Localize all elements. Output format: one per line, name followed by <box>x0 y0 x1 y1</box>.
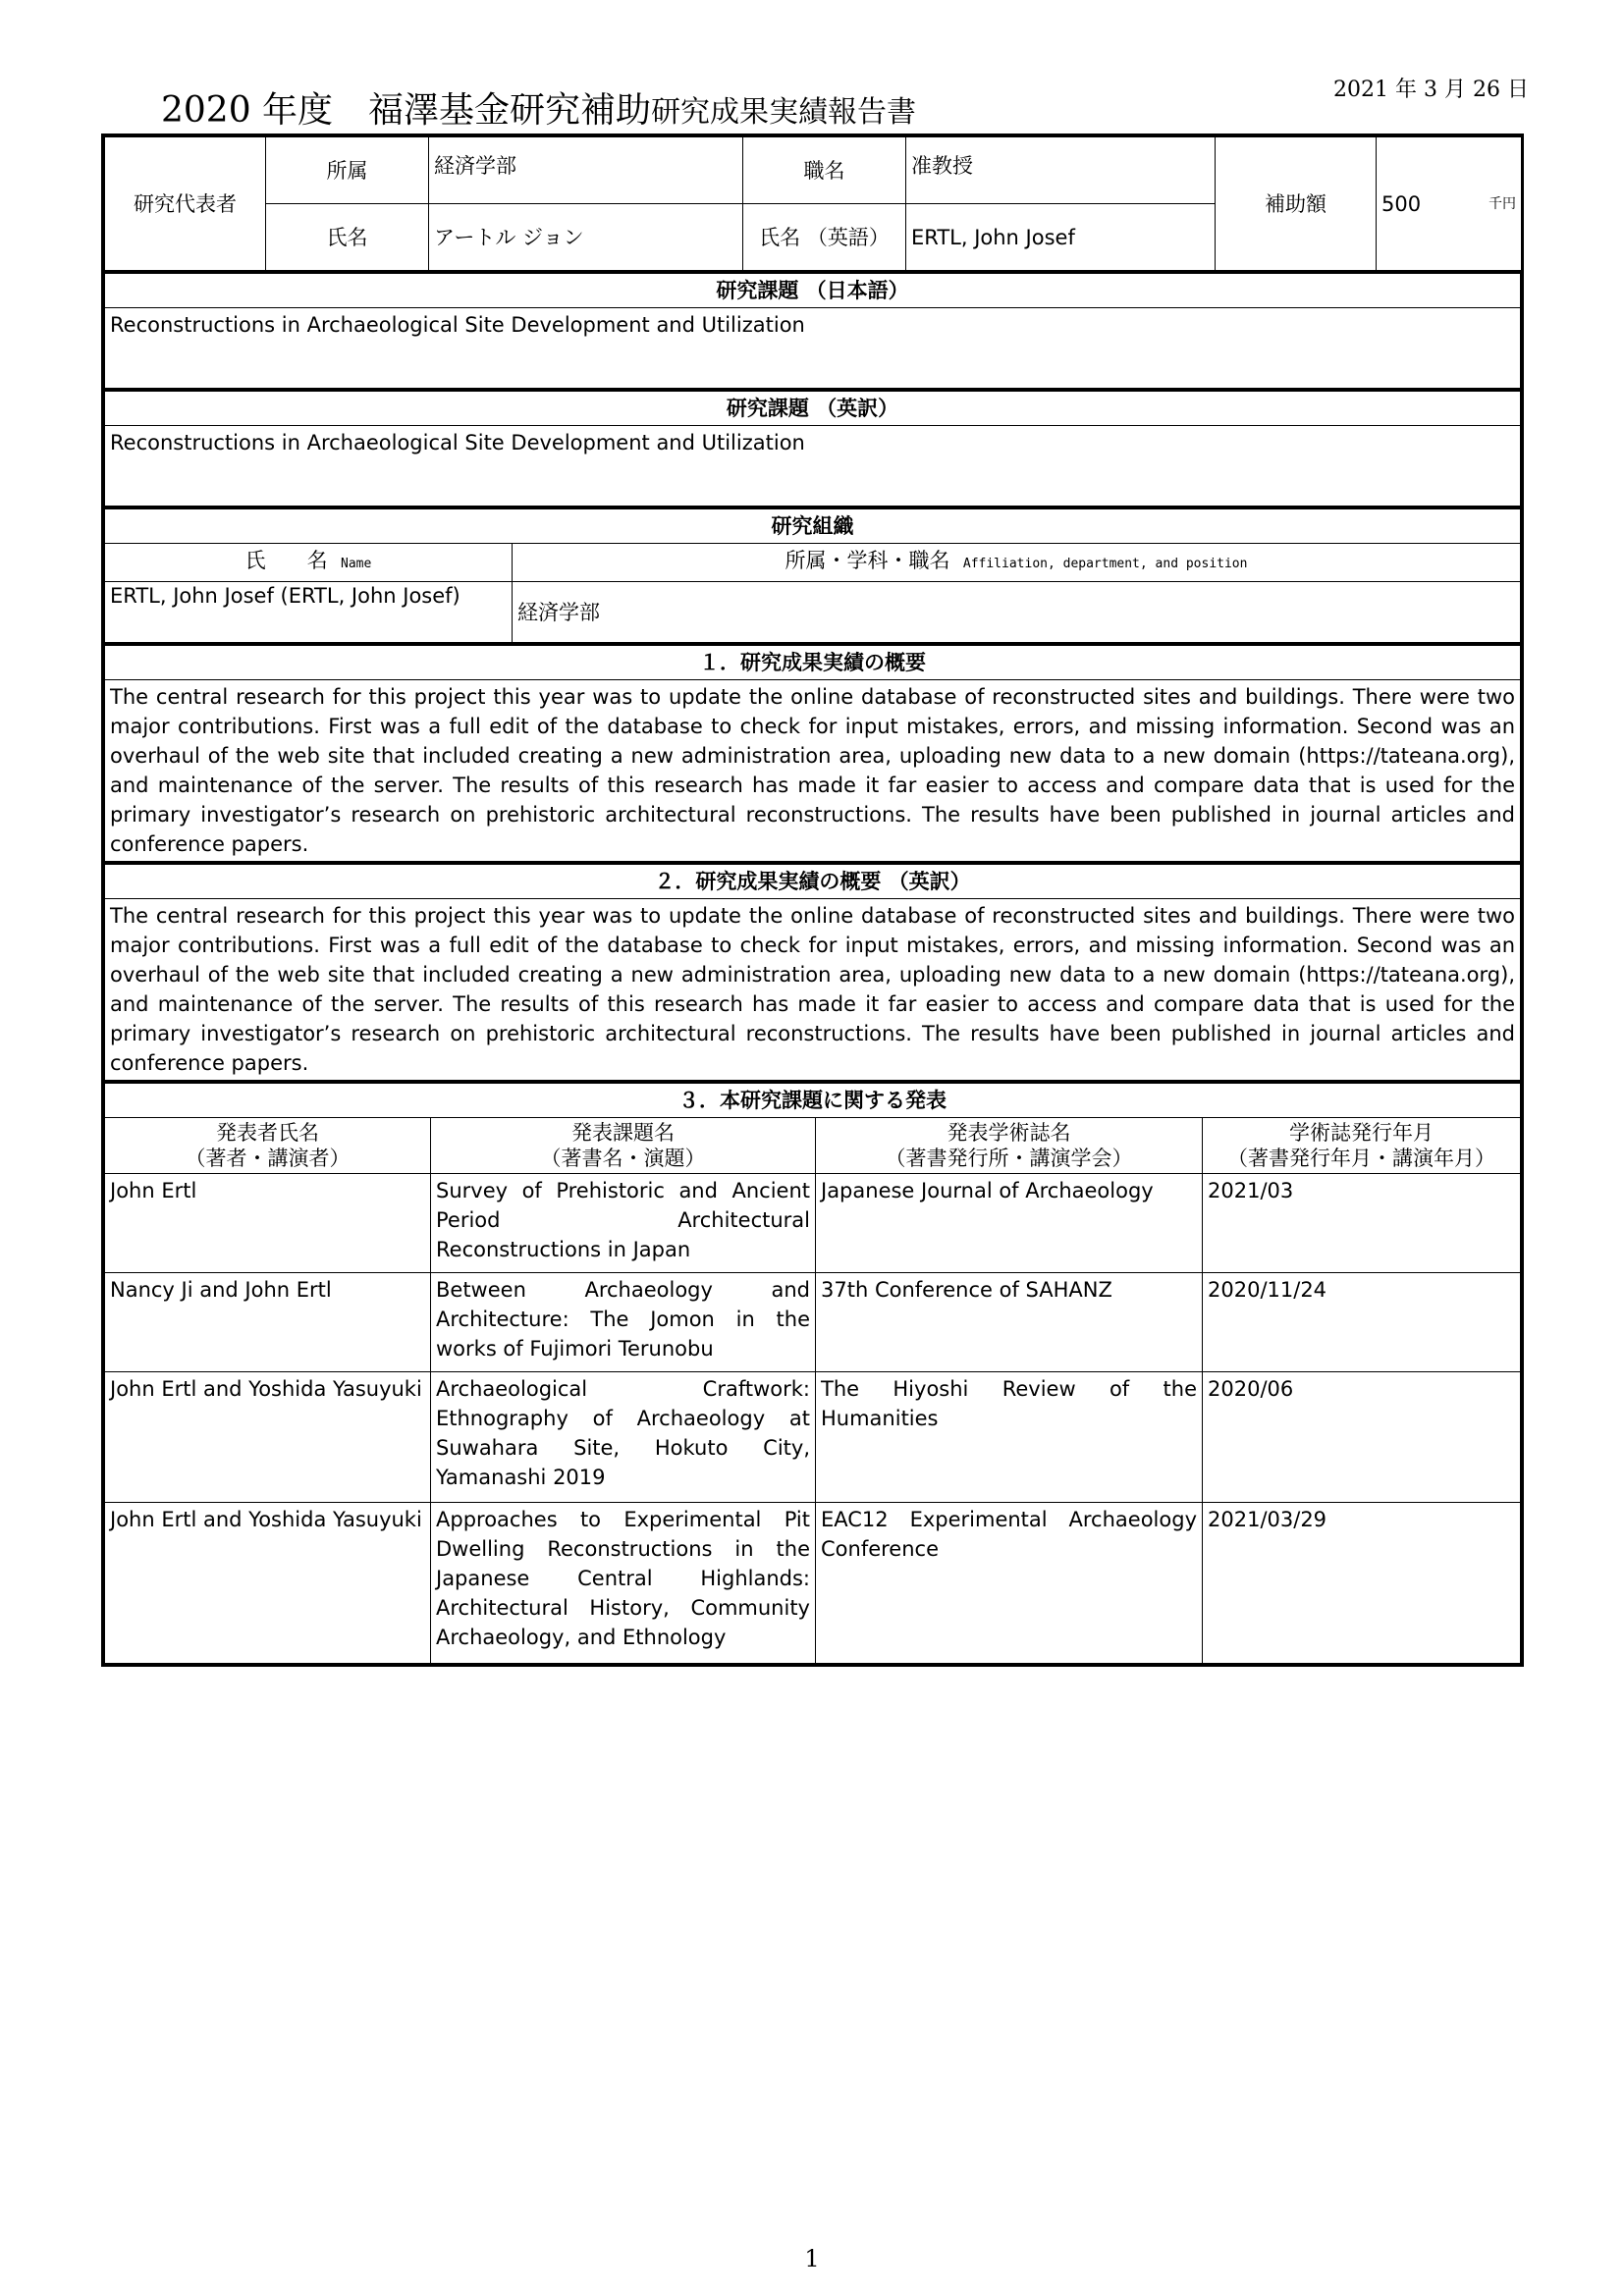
org-col-aff-ja: 所属・学科・職名 <box>785 549 950 572</box>
position-label: 職名 <box>743 137 906 204</box>
name-label: 氏名 <box>266 204 429 271</box>
representative-table <box>104 136 1522 271</box>
table-row <box>105 1273 1521 1372</box>
summary-ja-text: The central research for this project this year was to update the online database of reconstructed sites and buildings. There were two major contributions. First was a full edit of the database to check for input mistakes, errors, and missing information. Second was an overhaul of the web site that included creating a new administration area, uploading new data to a new domain (https://tateana.org), and maintenance of the server. The results of this research has made it far easier to access and compare data that is used for the primary investigator’s research on prehistoric architectural reconstructions. The results have been published in journal articles and conference papers. <box>105 680 1521 862</box>
pub-col-author-l2: （著者・講演者） <box>185 1147 351 1170</box>
pub-date: 2020/11/24 <box>1203 1273 1521 1372</box>
org-col-aff-en: Affiliation, department, and position <box>962 557 1248 571</box>
org-col-name-en: Name <box>341 557 372 571</box>
pub-date: 2021/03/29 <box>1203 1503 1521 1664</box>
summary-en-text: The central research for this project this year was to update the online database of reconstructed sites and buildings. There were two major contributions. First was a full edit of the database to check for input mistakes, errors, and missing information. Second was an overhaul of the web site that included creating a new administration area, uploading new data to a new domain (https://tateana.org), and maintenance of the server. The results of this research has made it far easier to access and compare data that is used for the primary investigator’s research on prehistoric architectural reconstructions. The results have been published in journal articles and conference papers. <box>105 899 1521 1081</box>
pub-col-title <box>431 1118 816 1174</box>
title-main: 2020 年度 福澤基金研究補助 <box>161 90 652 131</box>
pub-col-venue <box>816 1118 1203 1174</box>
pub-author: John Ertl <box>105 1174 431 1273</box>
pub-col-venue-l2: （著書発行所・講演学会） <box>885 1147 1133 1170</box>
pub-title: Survey of Prehistoric and Ancient Period Architectural Reconstructions in Japan <box>431 1174 816 1273</box>
topic-en-table <box>104 389 1521 507</box>
pub-date: 2021/03 <box>1203 1174 1521 1273</box>
org-col-aff <box>513 544 1521 582</box>
affiliation-label: 所属 <box>266 137 429 204</box>
org-col-name-ja: 氏 名 <box>244 549 328 572</box>
pub-venue: EAC12 Experimental Archaeology Conference <box>816 1503 1203 1664</box>
table-row <box>105 1174 1521 1273</box>
summary-ja-table <box>104 643 1521 862</box>
summary-en-header: ２．研究成果実績の概要 （英訳） <box>105 864 1521 899</box>
page-title <box>161 82 916 133</box>
name-en-label: 氏名 （英語） <box>743 204 906 271</box>
pub-col-author-l1: 発表者氏名 <box>216 1121 319 1145</box>
pub-col-title-l1: 発表課題名 <box>571 1121 675 1145</box>
name-en-value: ERTL, John Josef <box>906 204 1216 271</box>
table-row <box>105 1372 1521 1503</box>
title-sub: 研究成果実績報告書 <box>651 95 917 130</box>
report-form <box>101 133 1524 1667</box>
pub-author: John Ertl and Yoshida Yasuyuki <box>105 1503 431 1664</box>
publications-table <box>104 1081 1521 1664</box>
report-date: 2021 年 3 月 26 日 <box>1333 78 1529 102</box>
pub-col-date-l2: （著書発行年月・講演年月） <box>1227 1147 1495 1170</box>
pub-date: 2020/06 <box>1203 1372 1521 1503</box>
pub-venue: 37th Conference of SAHANZ <box>816 1273 1203 1372</box>
org-member-affiliation: 経済学部 <box>513 582 1521 643</box>
grant-cell <box>1377 137 1522 271</box>
pub-col-title-l2: （著書名・演題） <box>540 1147 706 1170</box>
pub-title: Approaches to Experimental Pit Dwelling Reconstructions in the Japanese Central Highlands: Architectural History, Community Archaeology, and Ethnology <box>431 1503 816 1664</box>
topic-ja-text: Reconstructions in Archaeological Site Development and Utilization <box>105 308 1521 389</box>
org-col-name <box>105 544 513 582</box>
pub-title: Archaeological Craftwork: Ethnography of Archaeology at Suwahara Site, Hokuto City, Yamanashi 2019 <box>431 1372 816 1503</box>
organization-header: 研究組織 <box>105 508 1521 544</box>
pub-col-author <box>105 1118 431 1174</box>
summary-en-table <box>104 862 1521 1081</box>
position-value: 准教授 <box>906 137 1216 204</box>
grant-unit: 千円 <box>1489 195 1516 212</box>
summary-ja-header: １．研究成果実績の概要 <box>105 645 1521 680</box>
org-member-name: ERTL, John Josef (ERTL, John Josef) <box>105 582 513 643</box>
pub-col-date-l1: 学術誌発行年月 <box>1289 1121 1434 1145</box>
pub-author: Nancy Ji and John Ertl <box>105 1273 431 1372</box>
topic-ja-header: 研究課題 （日本語） <box>105 273 1521 308</box>
grant-label: 補助額 <box>1216 137 1377 271</box>
pub-title: Between Archaeology and Architecture: The Jomon in the works of Fujimori Terunobu <box>431 1273 816 1372</box>
topic-en-header: 研究課題 （英訳） <box>105 391 1521 426</box>
pub-col-date <box>1203 1118 1521 1174</box>
organization-table <box>104 507 1521 643</box>
pub-venue: Japanese Journal of Archaeology <box>816 1174 1203 1273</box>
publications-header: ３．本研究課題に関する発表 <box>105 1083 1521 1118</box>
pub-col-venue-l1: 発表学術誌名 <box>947 1121 1071 1145</box>
pub-venue: The Hiyoshi Review of the Humanities <box>816 1372 1203 1503</box>
name-value: アートル ジョン <box>429 204 743 271</box>
representative-label: 研究代表者 <box>105 137 266 271</box>
affiliation-value: 経済学部 <box>429 137 743 204</box>
grant-amount: 500 <box>1381 191 1422 216</box>
page-number: 1 <box>804 2245 820 2272</box>
table-row <box>105 1503 1521 1664</box>
topic-ja-table <box>104 271 1521 389</box>
pub-author: John Ertl and Yoshida Yasuyuki <box>105 1372 431 1503</box>
topic-en-text: Reconstructions in Archaeological Site Development and Utilization <box>105 426 1521 507</box>
